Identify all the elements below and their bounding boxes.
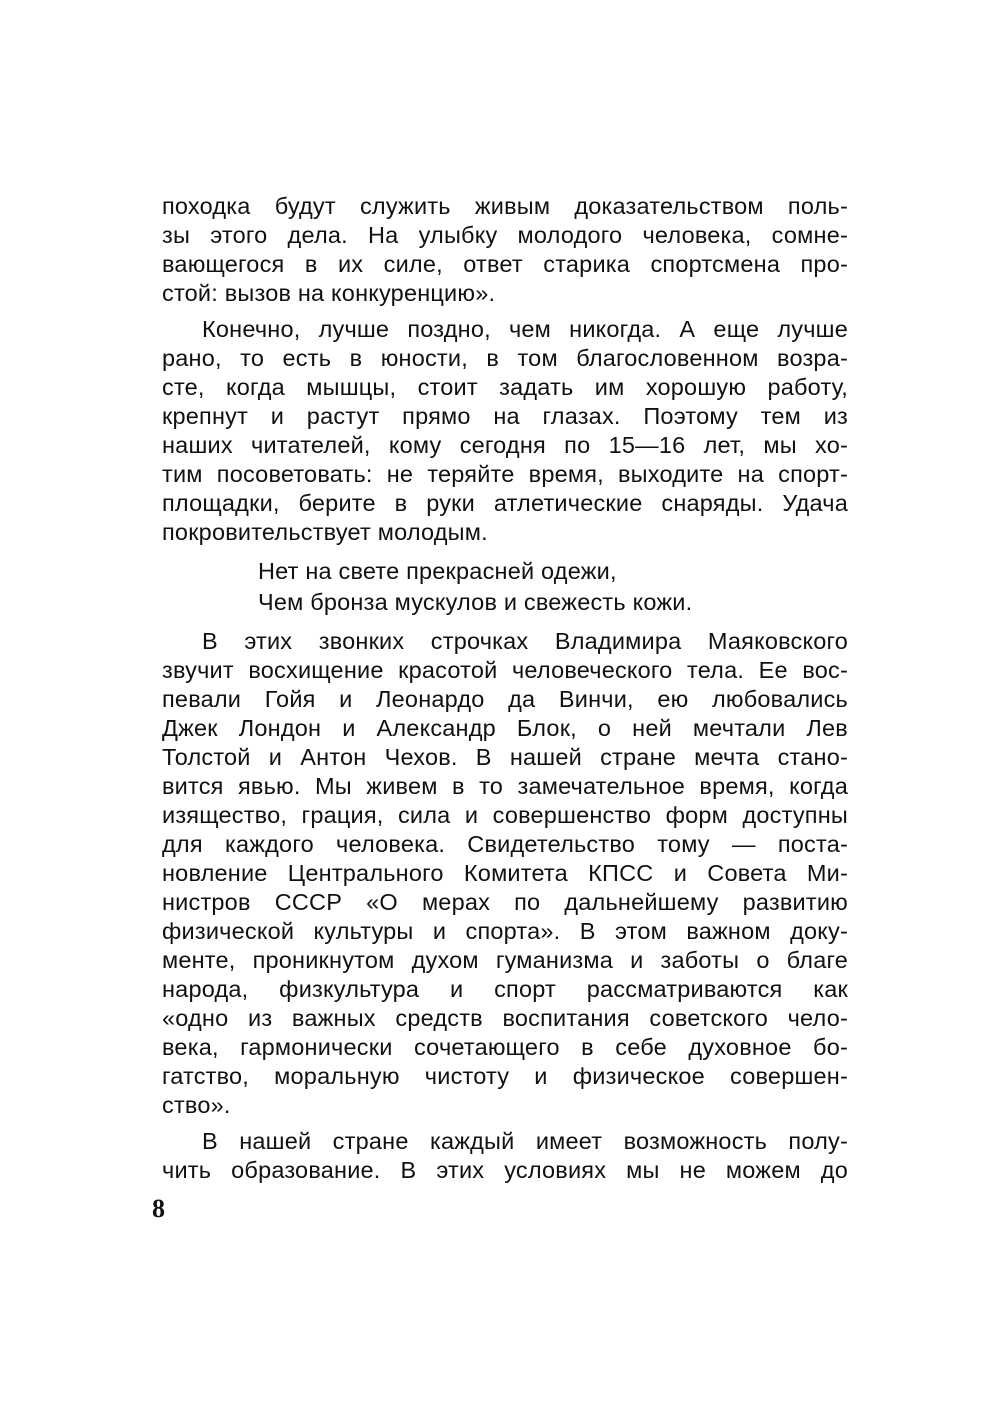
text-line: вающегося в их силе, ответ старика спортсмена про- bbox=[162, 251, 848, 277]
text-line: певали Гойя и Леонардо да Винчи, ею любовались bbox=[162, 686, 848, 712]
text-line: В этих звонких строчках Владимира Маяковского bbox=[202, 628, 848, 654]
paragraph-2 bbox=[162, 315, 848, 547]
text-line: Джек Лондон и Александр Блок, о ней мечтали Лев bbox=[162, 715, 848, 741]
text-line: тим посоветовать: не теряйте время, выходите на спорт- bbox=[162, 461, 848, 487]
poem-line: Нет на свете прекрасней одежи, bbox=[258, 558, 617, 584]
text-line: менте, проникнутом духом гуманизма и заботы о благе bbox=[162, 947, 848, 973]
paragraph-1 bbox=[162, 192, 848, 308]
paragraph-4 bbox=[162, 1127, 848, 1185]
page-number: 8 bbox=[152, 1194, 165, 1223]
text-line: зы этого дела. На улыбку молодого человека, сомне- bbox=[162, 222, 848, 248]
body-text bbox=[162, 192, 848, 1185]
text-line: Конечно, лучше поздно, чем никогда. А еще лучше bbox=[202, 316, 848, 342]
text-line: звучит восхищение красотой человеческого тела. Ее вос- bbox=[162, 657, 848, 683]
poem-line: Чем бронза мускулов и свежесть кожи. bbox=[258, 589, 693, 615]
paragraph-3 bbox=[162, 627, 848, 1120]
text-line: для каждого человека. Свидетельство тому — поста- bbox=[162, 831, 848, 857]
text-line: изящество, грация, сила и совершенство форм доступны bbox=[162, 802, 848, 828]
text-line: народа, физкультура и спорт рассматриваются как bbox=[162, 976, 848, 1002]
text-line: Толстой и Антон Чехов. В нашей стране мечта стано- bbox=[162, 744, 848, 770]
text-line: новление Центрального Комитета КПСС и Совета Ми- bbox=[162, 860, 848, 886]
text-line: гатство, моральную чистоту и физическое совершен- bbox=[162, 1063, 848, 1089]
text-line: сте, когда мышцы, стоит задать им хорошую работу, bbox=[162, 374, 848, 400]
text-line: крепнут и растут прямо на глазах. Поэтому тем из bbox=[162, 403, 848, 429]
text-line: площадки, берите в руки атлетические снаряды. Удача bbox=[162, 490, 848, 516]
text-line: вится явью. Мы живем в то замечательное время, когда bbox=[162, 773, 848, 799]
text-line: походка будут служить живым доказательством поль- bbox=[162, 193, 848, 219]
text-line: нистров СССР «О мерах по дальнейшему развитию bbox=[162, 889, 848, 915]
text-line: чить образование. В этих условиях мы не можем до bbox=[162, 1157, 848, 1183]
text-line: покровительствует молодым. bbox=[162, 519, 488, 545]
text-line: наших читателей, кому сегодня по 15—16 лет, мы хо- bbox=[162, 432, 848, 458]
text-line: рано, то есть в юности, в том благословенном возра- bbox=[162, 345, 848, 371]
text-line: физической культуры и спорта». В этом важном доку- bbox=[162, 918, 848, 944]
text-line: В нашей стране каждый имеет возможность полу- bbox=[202, 1128, 848, 1154]
text-line: ство». bbox=[162, 1092, 231, 1118]
text-line: стой: вызов на конкуренцию». bbox=[162, 280, 496, 306]
text-line: века, гармонически сочетающего в себе духовное бо- bbox=[162, 1034, 848, 1060]
text-line: «одно из важных средств воспитания советского чело- bbox=[162, 1005, 848, 1031]
poem-quote bbox=[258, 556, 848, 618]
